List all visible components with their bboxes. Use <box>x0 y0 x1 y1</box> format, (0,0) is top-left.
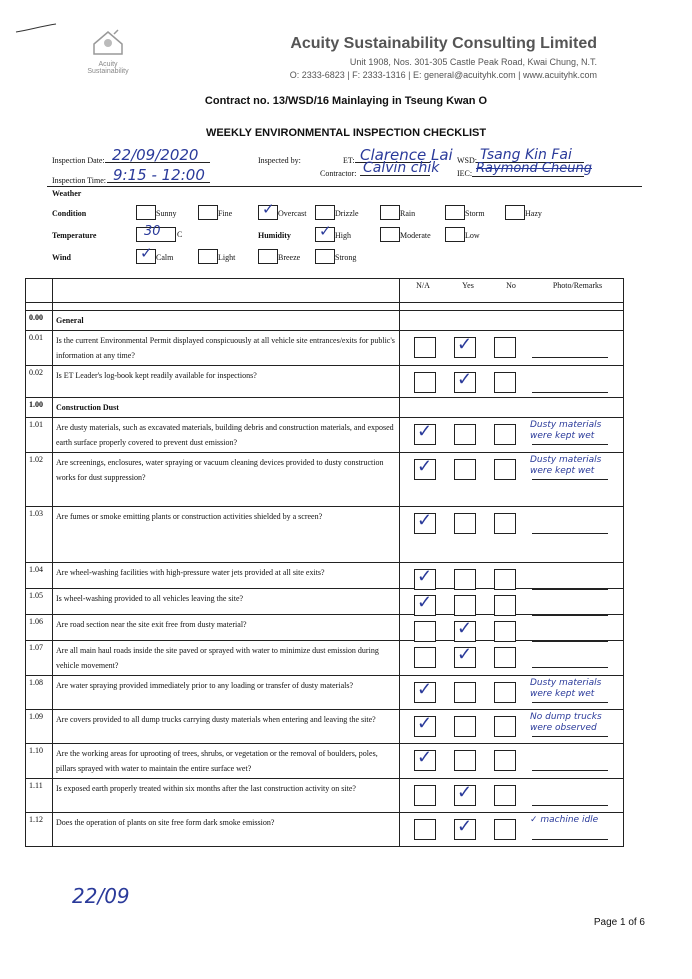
checkbox-no[interactable] <box>494 716 516 737</box>
answer-cell <box>400 779 624 813</box>
item-question: Are road section near the site exit free from dusty material? <box>53 615 400 641</box>
item-number: 1.11 <box>26 779 53 813</box>
item-question: Is exposed earth properly treated within six months after the last construction activity on site? <box>53 779 400 813</box>
checkbox-no[interactable] <box>494 424 516 445</box>
remark-line <box>532 357 608 358</box>
table-row <box>26 641 624 676</box>
item-number: 1.12 <box>26 813 53 847</box>
checkbox-no[interactable] <box>494 459 516 480</box>
wind-label: Wind <box>52 253 71 262</box>
remark-line <box>532 805 608 806</box>
checkbox-humidity-low[interactable] <box>445 227 465 242</box>
header-na: N/A <box>400 279 447 303</box>
item-question: Is the current Environmental Permit displayed conspicuously at all vehicle site entrances/exits for public's information at any time? <box>53 331 400 366</box>
remark-text: Dusty materials were kept wet <box>530 455 602 476</box>
item-number: 1.00 <box>26 398 53 418</box>
page-number: Page 1 of 6 <box>593 917 645 928</box>
item-number: 1.01 <box>26 418 53 453</box>
option-drizzle: Drizzle <box>335 209 359 218</box>
answer-cell <box>400 563 624 589</box>
remark-line <box>532 533 608 534</box>
table-row <box>26 418 624 453</box>
option-moderate: Moderate <box>400 231 431 240</box>
table-row <box>26 676 624 710</box>
answer-cell <box>400 398 624 418</box>
check-mark-icon: ✓ <box>417 713 433 733</box>
item-question: Are wheel-washing facilities with high-pressure water jets provided at all site exits? <box>53 563 400 589</box>
check-mark-icon: ✓ <box>457 369 473 389</box>
remark-text: No dump trucks were observed <box>530 712 602 733</box>
item-question: Is wheel-washing provided to all vehicles leaving the site? <box>53 589 400 615</box>
option-light: Light <box>218 253 236 262</box>
table-row <box>26 366 624 398</box>
checkbox-no[interactable] <box>494 785 516 806</box>
option-low: Low <box>465 231 480 240</box>
checkbox-humidity-moderate[interactable] <box>380 227 400 242</box>
checkbox-wind-strong[interactable] <box>315 249 335 264</box>
option-breeze: Breeze <box>278 253 301 262</box>
checkbox-no[interactable] <box>494 569 516 590</box>
check-mark-icon: ✓ <box>319 224 332 240</box>
answer-cell <box>400 710 624 744</box>
table-row <box>26 453 624 507</box>
table-row <box>26 398 624 418</box>
section-title: General <box>53 311 400 331</box>
pen-mark <box>14 22 58 36</box>
checkbox-no[interactable] <box>494 682 516 703</box>
table-row <box>26 615 624 641</box>
item-number: 1.06 <box>26 615 53 641</box>
checkbox-no[interactable] <box>494 647 516 668</box>
checkbox-no[interactable] <box>494 819 516 840</box>
table-row <box>26 589 624 615</box>
option-rain: Rain <box>400 209 416 218</box>
item-number: 0.01 <box>26 331 53 366</box>
item-question: Are dusty materials, such as excavated materials, building debris and construction materials, and exposed earth surface properly covered to prevent dust emission? <box>53 418 400 453</box>
item-number: 1.07 <box>26 641 53 676</box>
remark-line <box>532 770 608 771</box>
item-number: 1.10 <box>26 744 53 779</box>
checkbox-na[interactable] <box>414 785 436 806</box>
item-question: Are screenings, enclosures, water spraying or vacuum cleaning devices provided to dusty construction works for dust suppression? <box>53 453 400 507</box>
table-row <box>26 744 624 779</box>
answer-cell <box>400 676 624 710</box>
checkbox-fine[interactable] <box>198 205 218 220</box>
check-mark-icon: ✓ <box>417 510 433 530</box>
item-question: Are covers provided to all dump trucks carrying dusty materials when entering and leaving the site? <box>53 710 400 744</box>
option-calm: Calm <box>156 253 174 262</box>
checkbox-yes[interactable] <box>454 424 476 445</box>
house-logo-icon <box>88 26 128 56</box>
checkbox-na[interactable] <box>414 372 436 393</box>
inspected-by-label: Inspected by: <box>258 156 301 165</box>
temperature-value: 30 <box>144 224 161 239</box>
table-row <box>26 507 624 563</box>
checkbox-wind-light[interactable] <box>198 249 218 264</box>
answer-cell <box>400 615 624 641</box>
humidity-label: Humidity <box>258 231 291 240</box>
temperature-unit: C <box>177 230 183 239</box>
check-mark-icon: ✓ <box>457 782 473 802</box>
checkbox-no[interactable] <box>494 621 516 642</box>
check-mark-icon: ✓ <box>417 592 433 612</box>
remark-line <box>532 667 608 668</box>
table-row <box>26 311 624 331</box>
check-mark-icon: ✓ <box>262 202 275 218</box>
item-question: Is ET Leader's log-book kept readily available for inspections? <box>53 366 400 398</box>
checkbox-no[interactable] <box>494 750 516 771</box>
remark-line <box>532 702 608 703</box>
check-mark-icon: ✓ <box>417 456 433 476</box>
item-question: Does the operation of plants on site free form dark smoke emission? <box>53 813 400 847</box>
item-number: 1.05 <box>26 589 53 615</box>
wsd-label: WSD: <box>457 156 477 165</box>
checkbox-drizzle[interactable] <box>315 205 335 220</box>
checkbox-na[interactable] <box>414 337 436 358</box>
form-title: WEEKLY ENVIRONMENTAL INSPECTION CHECKLIST <box>205 127 487 139</box>
wsd-value: Tsang Kin Fai <box>480 147 572 163</box>
checkbox-yes[interactable] <box>454 595 476 616</box>
item-number: 0.02 <box>26 366 53 398</box>
remark-line <box>532 392 608 393</box>
weather-header: Weather <box>52 189 82 198</box>
logo-text: Acuity Sustainability <box>87 61 129 75</box>
company-logo <box>78 26 140 78</box>
check-mark-icon: ✓ <box>140 246 153 262</box>
condition-label: Condition <box>52 209 87 218</box>
answer-cell <box>400 813 624 847</box>
item-question: Are water spraying provided immediately prior to any loading or transfer of dusty materials? <box>53 676 400 710</box>
remark-line <box>532 479 608 480</box>
temperature-label: Temperature <box>52 231 97 240</box>
answer-cell <box>400 744 624 779</box>
check-mark-icon: ✓ <box>417 747 433 767</box>
item-number: 1.09 <box>26 710 53 744</box>
answer-cell <box>400 418 624 453</box>
checkbox-yes[interactable] <box>454 750 476 771</box>
item-question: Are all main haul roads inside the site paved or sprayed with water to minimize dust emission during vehicle movement? <box>53 641 400 676</box>
item-number: 0.00 <box>26 311 53 331</box>
handwritten-date: 22/09 <box>72 884 130 908</box>
checkbox-sunny[interactable] <box>136 205 156 220</box>
answer-cell <box>400 311 624 331</box>
company-name: Acuity Sustainability Consulting Limited <box>290 35 597 52</box>
remark-text: ✓ machine idle <box>530 815 599 825</box>
table-row <box>26 331 624 366</box>
iec-label: IEC: <box>457 169 473 178</box>
checkbox-rain[interactable] <box>380 205 400 220</box>
item-number: 1.02 <box>26 453 53 507</box>
contractor-label: Contractor: <box>320 169 357 178</box>
check-mark-icon: ✓ <box>417 679 433 699</box>
answer-cell <box>400 366 624 398</box>
answer-cell <box>400 589 624 615</box>
remark-text: Dusty materials were kept wet <box>530 420 602 441</box>
item-number: 1.04 <box>26 563 53 589</box>
section-title: Construction Dust <box>53 398 400 418</box>
iec-value: Raymond Cheung <box>476 161 592 176</box>
option-high: High <box>335 231 351 240</box>
header-remarks: Photo/Remarks <box>532 279 624 303</box>
check-mark-icon: ✓ <box>457 644 473 664</box>
et-label: ET: <box>343 156 355 165</box>
checklist-table <box>25 278 624 847</box>
answer-cell <box>400 507 624 563</box>
remark-line <box>532 839 608 840</box>
contract-title: Contract no. 13/WSD/16 Mainlaying in Tseung Kwan O <box>204 95 488 107</box>
option-strong: Strong <box>335 253 357 262</box>
checkbox-na[interactable] <box>414 621 436 642</box>
option-sunny: Sunny <box>156 209 177 218</box>
item-number: 1.08 <box>26 676 53 710</box>
remark-line <box>532 736 608 737</box>
company-address: Unit 1908, Nos. 301-305 Castle Peak Road, Kwai Chung, N.T. <box>349 57 597 67</box>
et-value: Clarence Lai <box>360 146 453 164</box>
answer-cell <box>400 331 624 366</box>
table-header-row <box>26 279 624 303</box>
company-contact: O: 2333-6823 | F: 2333-1316 | E: general@acuityhk.com | www.acuityhk.com <box>289 70 597 80</box>
check-mark-icon: ✓ <box>457 618 473 638</box>
item-number: 1.03 <box>26 507 53 563</box>
contractor-value: Calvin chik <box>363 160 440 176</box>
table-row <box>26 779 624 813</box>
answer-cell <box>400 453 624 507</box>
inspection-time-value: 9:15 - 12:00 <box>113 166 205 184</box>
inspection-date-label: Inspection Date: <box>52 156 105 165</box>
checkbox-yes[interactable] <box>454 513 476 534</box>
table-row <box>26 710 624 744</box>
checkbox-yes[interactable] <box>454 569 476 590</box>
table-row <box>26 563 624 589</box>
check-mark-icon: ✓ <box>457 816 473 836</box>
checkbox-wind-breeze[interactable] <box>258 249 278 264</box>
checkbox-no[interactable] <box>494 372 516 393</box>
header-yes: Yes <box>446 279 490 303</box>
option-fine: Fine <box>218 209 233 218</box>
checkbox-yes[interactable] <box>454 716 476 737</box>
remark-line <box>532 444 608 445</box>
remark-text: Dusty materials were kept wet <box>530 678 602 699</box>
header-no: No <box>490 279 532 303</box>
check-mark-icon: ✓ <box>417 421 433 441</box>
inspection-date-value: 22/09/2020 <box>112 146 199 164</box>
checkbox-hazy[interactable] <box>505 205 525 220</box>
checkbox-no[interactable] <box>494 337 516 358</box>
option-hazy: Hazy <box>525 209 542 218</box>
checkbox-yes[interactable] <box>454 459 476 480</box>
checkbox-yes[interactable] <box>454 682 476 703</box>
check-mark-icon: ✓ <box>457 334 473 354</box>
item-question: Are fumes or smoke emitting plants or construction activities shielded by a screen? <box>53 507 400 563</box>
checkbox-na[interactable] <box>414 647 436 668</box>
inspection-time-label: Inspection Time: <box>52 176 107 185</box>
table-row <box>26 813 624 847</box>
checkbox-storm[interactable] <box>445 205 465 220</box>
checkbox-no[interactable] <box>494 513 516 534</box>
option-overcast: Overcast <box>278 209 307 218</box>
check-mark-icon: ✓ <box>417 566 433 586</box>
option-storm: Storm <box>465 209 485 218</box>
checkbox-na[interactable] <box>414 819 436 840</box>
checkbox-no[interactable] <box>494 595 516 616</box>
item-question: Are the working areas for uprooting of trees, shrubs, or vegetation or the removal of boulders, poles, pillars sprayed with water to maintain the entire surface wet? <box>53 744 400 779</box>
answer-cell <box>400 641 624 676</box>
